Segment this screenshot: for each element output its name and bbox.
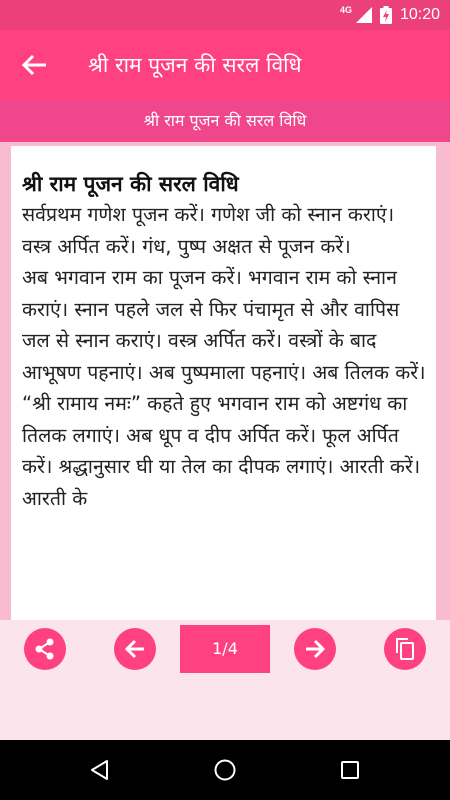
arrow-right-icon [302, 636, 328, 662]
network-type: 4G [339, 5, 352, 15]
status-bar [0, 0, 450, 30]
back-triangle-icon[interactable] [88, 758, 112, 782]
status-icons [340, 0, 440, 30]
home-circle-icon[interactable] [213, 758, 237, 782]
back-arrow-icon[interactable] [18, 50, 52, 80]
copy-icon [394, 637, 416, 661]
share-icon [33, 637, 57, 661]
recents-square-icon[interactable] [338, 758, 362, 782]
copy-button[interactable] [384, 628, 426, 670]
bottom-toolbar [0, 620, 450, 740]
section-header: श्री राम पूजन की सरल विधि [0, 100, 450, 142]
page-indicator: 1/4 [180, 625, 270, 673]
previous-page-button[interactable] [114, 628, 156, 670]
content-heading: श्री राम पूजन की सरल विधि [22, 172, 239, 196]
app-title: श्री राम पूजन की सरल विधि [88, 53, 302, 77]
status-time: 10:20 [399, 6, 440, 23]
battery-icon [380, 6, 392, 24]
arrow-left-icon [122, 636, 148, 662]
share-button[interactable] [24, 628, 66, 670]
content-frame [0, 142, 450, 620]
content-paragraph-1: सर्वप्रथम गणेश पूजन करें। गणेश जी को स्नान कराएं। वस्त्र अर्पित करें। गंध, पुष्प अक्षत से पूजन करें। [22, 203, 395, 258]
content-paragraph-2: अब भगवान राम का पूजन करें। भगवान राम को स्नान कराएं। स्नान पहले जल से फिर पंचामृत से और वापिस जल से स्नान कराएं। वस्त्र अर्पित करें। वस्त्रों के बाद आभूषण पहनाएं। अब पुष्पमाला पहनाएं। अब तिलक करें। “श्री रामाय नमः” कहते हुए भगवान राम को अष्टगंध का तिलक लगाएं। अब धूप व दीप अर्पित करें। फूल अर्पित करें। श्रद्धानुसार घी या तेल का दीपक लगाएं। आरती करें। आरती के [22, 266, 426, 510]
app-bar [0, 30, 450, 100]
system-nav-bar [0, 740, 450, 800]
next-page-button[interactable] [294, 628, 336, 670]
signal-icon [356, 7, 372, 23]
content-card[interactable] [11, 146, 436, 620]
